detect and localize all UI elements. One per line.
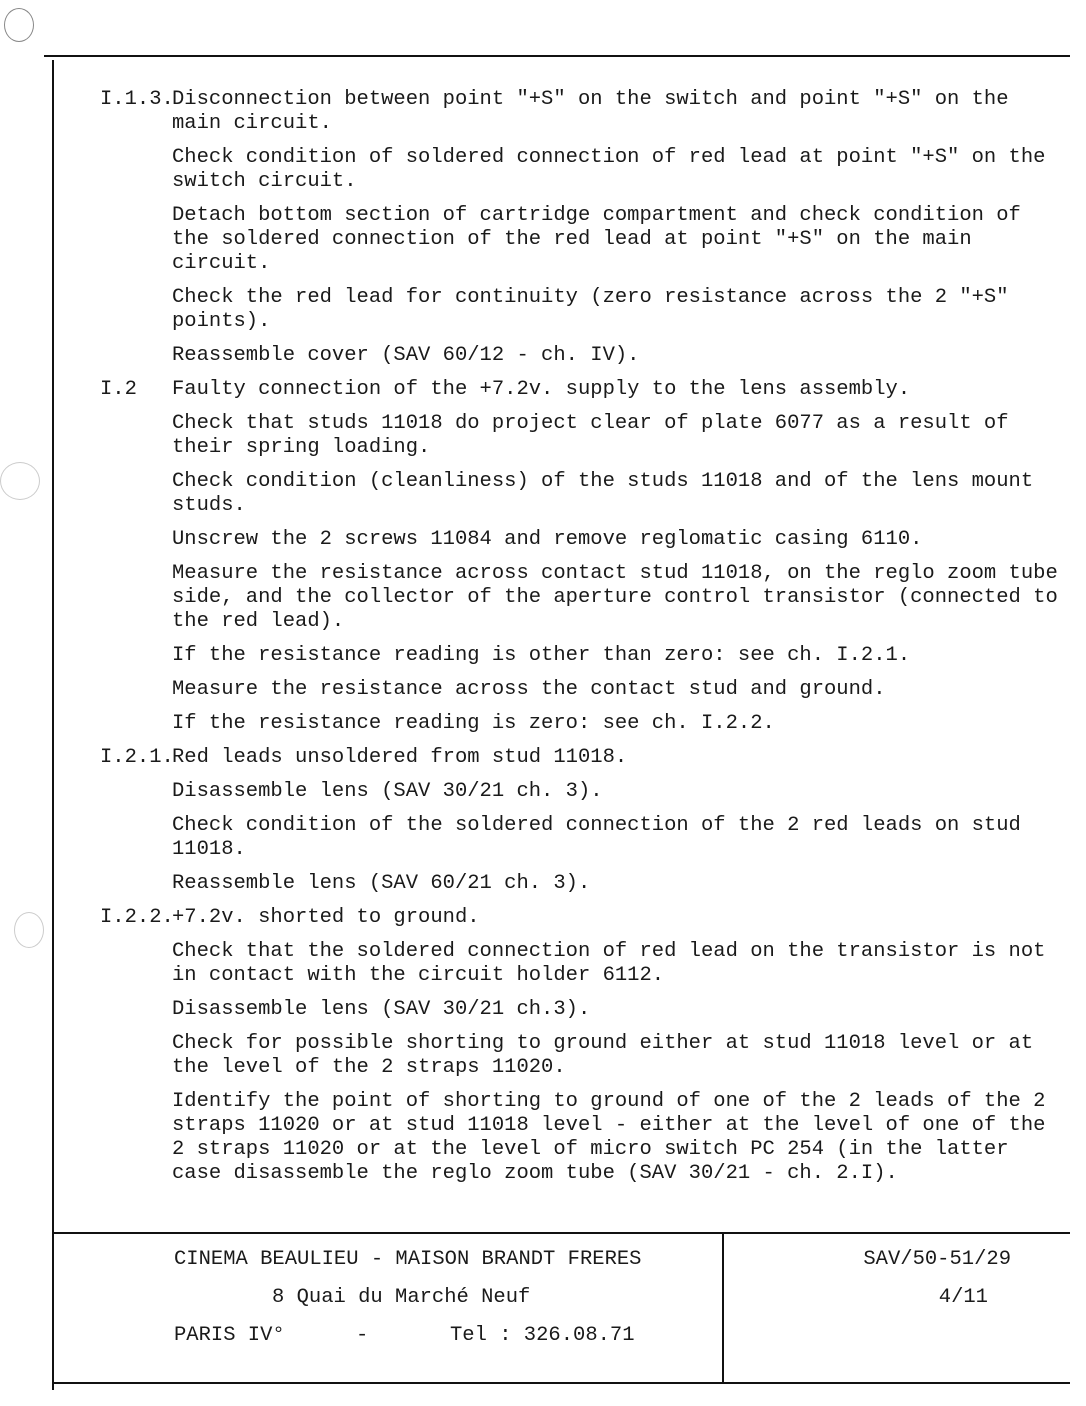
- document-reference: SAV/50-51/29: [863, 1248, 1011, 1271]
- footer-phone: Tel : 326.08.71: [450, 1324, 635, 1347]
- instruction-paragraph: Reassemble cover (SAV 60/12 - ch. IV).: [172, 344, 640, 367]
- section-number: I.1.3.: [100, 88, 174, 111]
- instruction-paragraph: Measure the resistance across contact stud 11018, on the reglo zoom tube side, and the collector of the aperture control transistor (connected to the red lead).: [172, 562, 1058, 633]
- instruction-paragraph: Reassemble lens (SAV 60/21 ch. 3).: [172, 872, 591, 895]
- section-number: I.2.2.: [100, 906, 174, 929]
- section: [100, 906, 1068, 1186]
- section-heading: [100, 746, 1068, 770]
- instruction-paragraph: Check condition (cleanliness) of the studs 11018 and of the lens mount studs.: [172, 470, 1034, 517]
- footer-reference-block: [726, 1248, 1066, 1310]
- instruction-paragraph: Check that studs 11018 do project clear of plate 6077 as a result of their spring loading.: [172, 412, 1009, 459]
- binder-hole-mark: [0, 462, 40, 500]
- footer-bottom-line: [52, 1382, 1070, 1384]
- footer-city-row: [174, 1324, 714, 1362]
- footer-city: PARIS IV°: [174, 1324, 285, 1347]
- section: [100, 378, 1068, 736]
- instruction-paragraph: Check that the soldered connection of red lead on the transistor is not in contact with the circuit holder 6112.: [172, 940, 1046, 987]
- section-heading-text: Red leads unsoldered from stud 11018.: [172, 746, 628, 769]
- instruction-paragraph: Identify the point of shorting to ground of one of the 2 leads of the 2 straps 11020 or at stud 11018 level - either at the level of one of the 2 straps 11020 or at the level of micro switch PC 254 (in the latter case disassemble the reglo zoom tube (SAV 30/21 - ch. 2.I).: [172, 1090, 1046, 1185]
- section-number: I.2: [100, 378, 137, 401]
- footer-divider-line: [722, 1232, 724, 1384]
- footer-top-line: [52, 1232, 1070, 1234]
- page-number: 4/11: [938, 1286, 988, 1309]
- instruction-paragraph: If the resistance reading is zero: see ch. I.2.2.: [172, 712, 775, 735]
- top-border-line: [44, 55, 1070, 57]
- footer-company: CINEMA BEAULIEU - MAISON BRANDT FRERES: [174, 1248, 642, 1271]
- section-number: I.2.1.: [100, 746, 174, 769]
- binder-hole-mark: [4, 8, 34, 42]
- footer-address: 8 Quai du Marché Neuf: [272, 1286, 531, 1309]
- section-heading: [100, 88, 1068, 136]
- section-heading: [100, 906, 1068, 930]
- section-heading: [100, 378, 1068, 402]
- section: [100, 746, 1068, 896]
- instruction-paragraph: Detach bottom section of cartridge compartment and check condition of the soldered connection of the red lead at point "+S" on the main circuit.: [172, 204, 1021, 275]
- binder-hole-mark: [14, 912, 44, 948]
- section-heading-text: Disconnection between point "+S" on the switch and point "+S" on the main circuit.: [172, 88, 1009, 135]
- instruction-paragraph: Check condition of the soldered connection of the 2 red leads on stud 11018.: [172, 814, 1021, 861]
- instruction-paragraph: Disassemble lens (SAV 30/21 ch. 3).: [172, 780, 603, 803]
- instruction-paragraph: Check the red lead for continuity (zero resistance across the 2 "+S" points).: [172, 286, 1009, 333]
- section: [100, 88, 1068, 368]
- footer-company-block: [174, 1248, 714, 1362]
- footer-dash: -: [356, 1324, 369, 1347]
- instruction-paragraph: Disassemble lens (SAV 30/21 ch.3).: [172, 998, 591, 1021]
- instruction-paragraph: If the resistance reading is other than zero: see ch. I.2.1.: [172, 644, 911, 667]
- section-heading-text: Faulty connection of the +7.2v. supply to the lens assembly.: [172, 378, 911, 401]
- instruction-paragraph: Measure the resistance across the contact stud and ground.: [172, 678, 886, 701]
- left-border-line: [52, 60, 54, 1390]
- instruction-paragraph: Check for possible shorting to ground either at stud 11018 level or at the level of the 2 straps 11020.: [172, 1032, 1034, 1079]
- instruction-paragraph: Check condition of soldered connection of red lead at point "+S" on the switch circuit.: [172, 146, 1046, 193]
- instruction-paragraph: Unscrew the 2 screws 11084 and remove reglomatic casing 6110.: [172, 528, 923, 551]
- section-heading-text: +7.2v. shorted to ground.: [172, 906, 480, 929]
- document-body: [100, 88, 1068, 1196]
